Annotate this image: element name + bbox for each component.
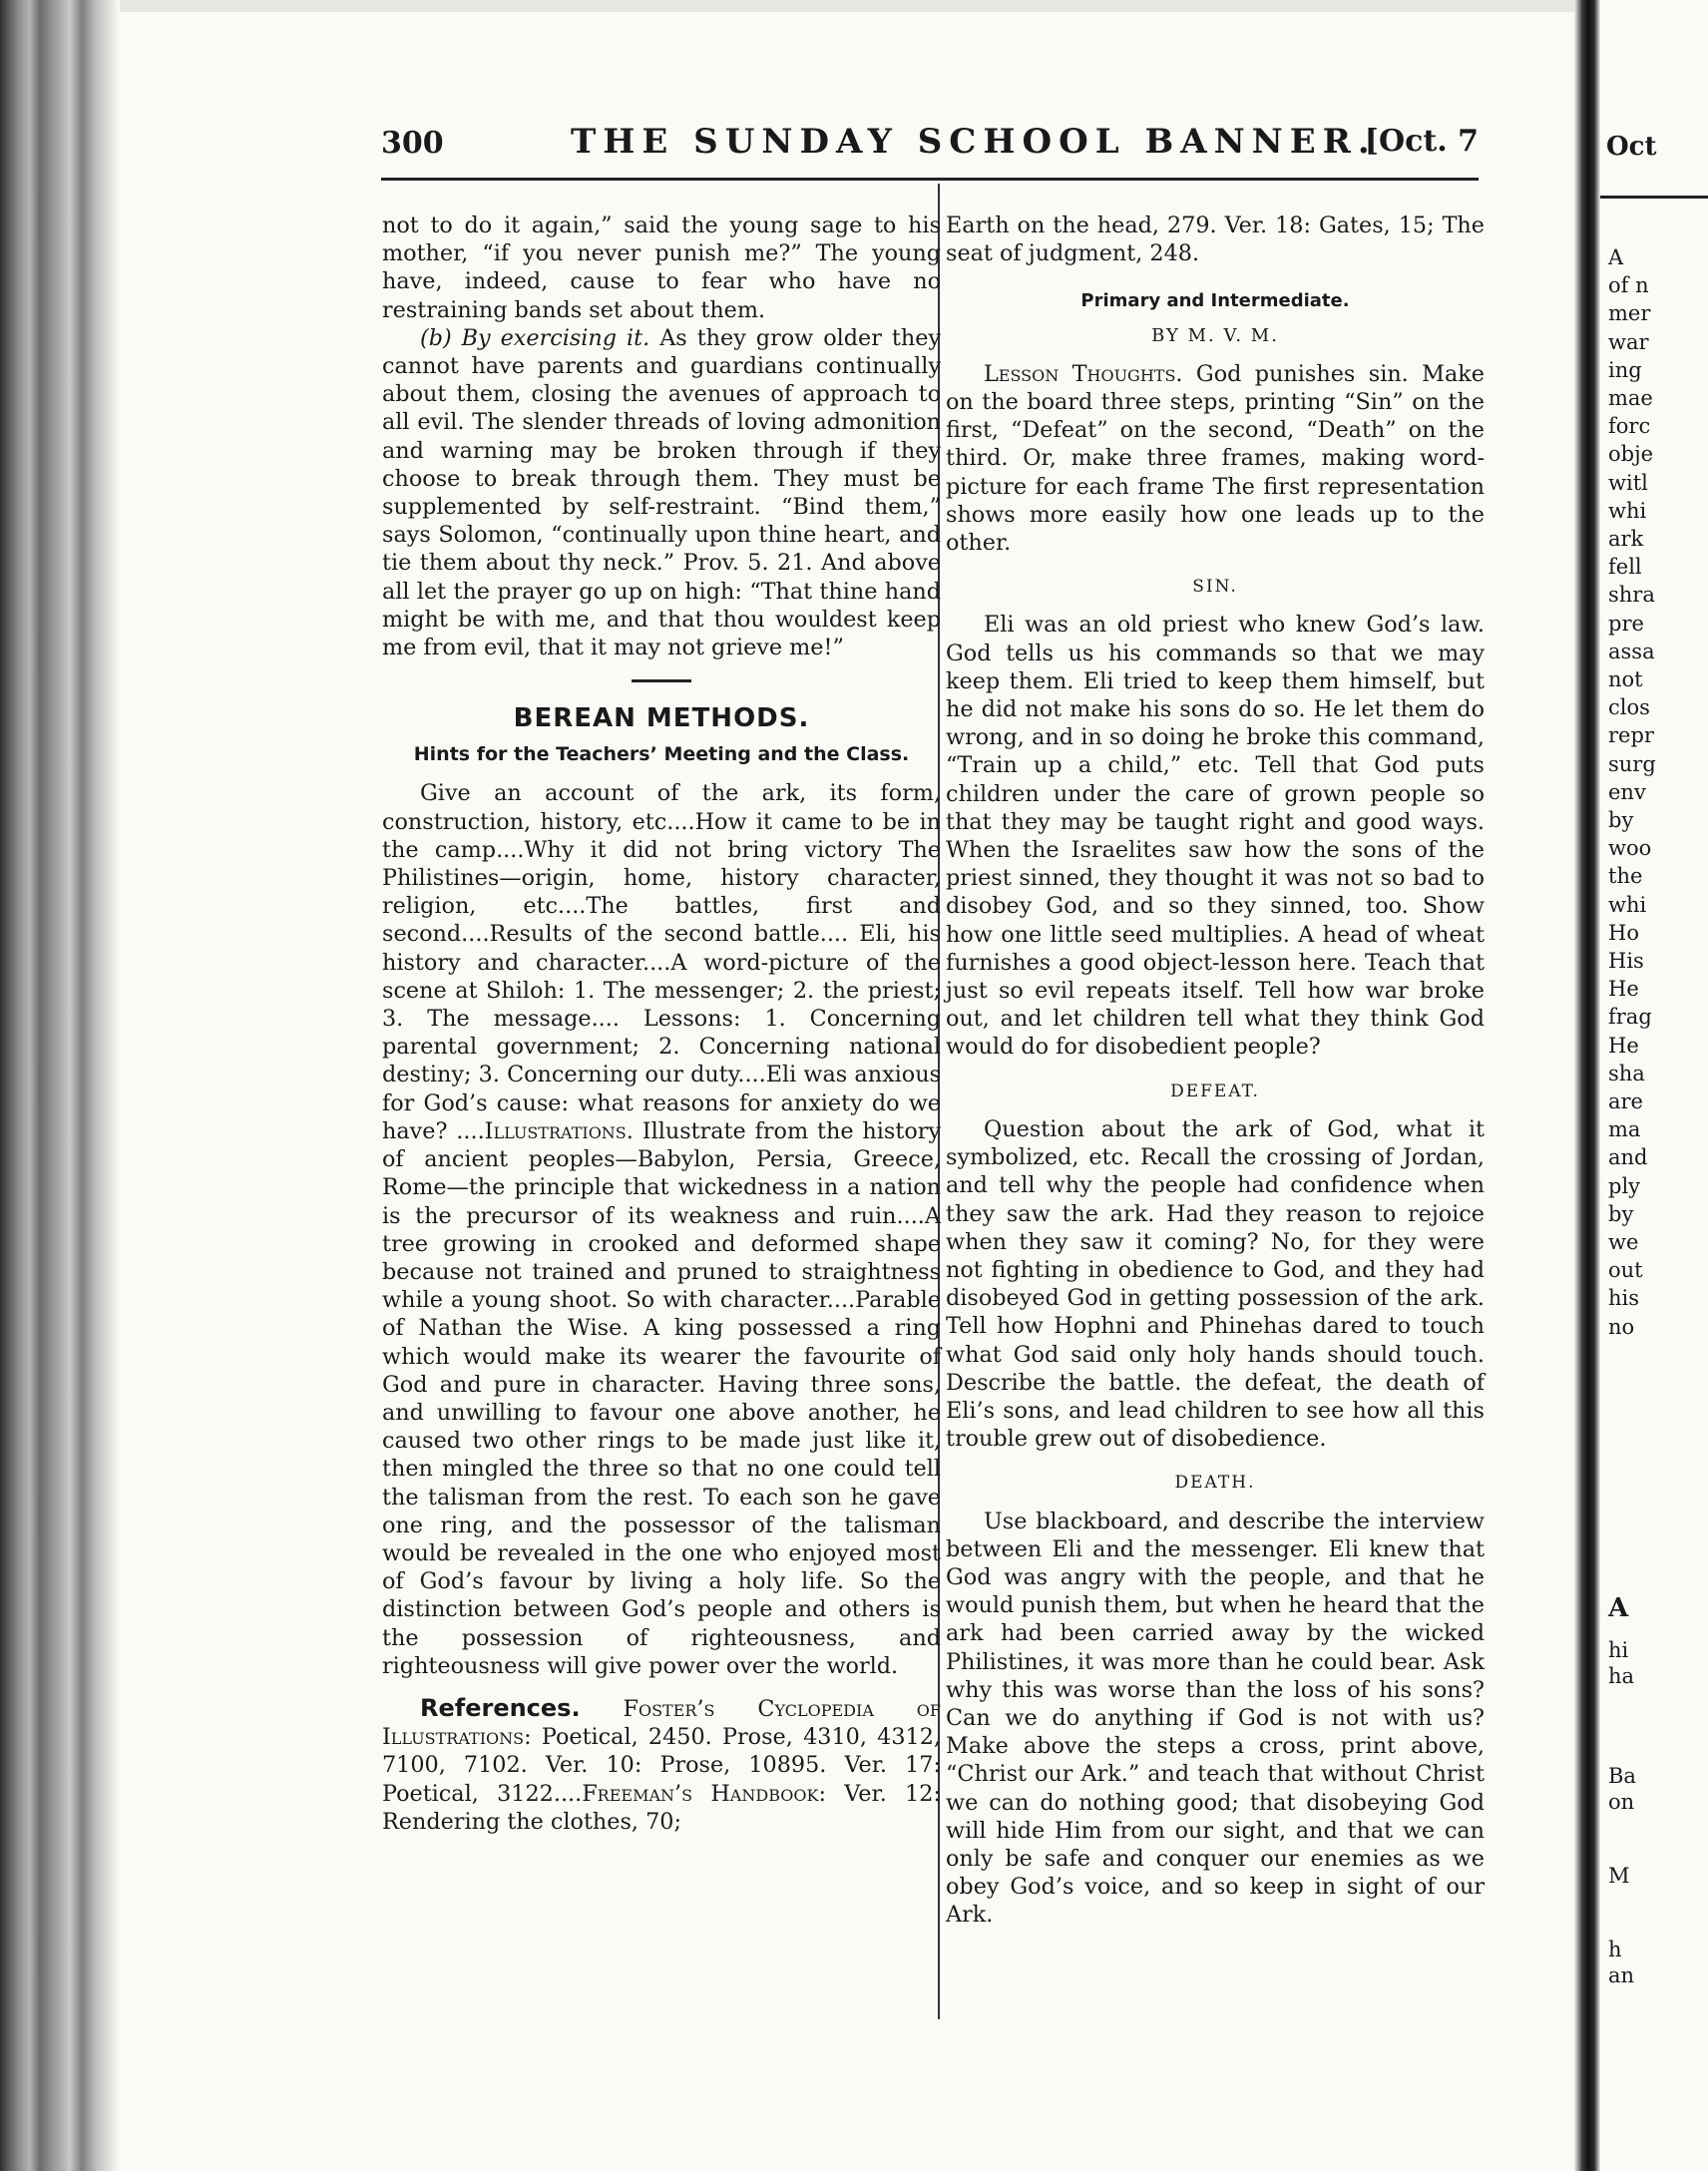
illustrations-label: Illustrations. [484,1117,634,1144]
next-page-line: on [1608,1790,1635,1814]
next-page-line: He [1608,977,1639,1002]
next-page-rule [1600,196,1708,199]
next-page-line: frag [1608,1005,1652,1030]
next-page-line: no [1608,1314,1635,1339]
next-page-line: M [1608,1864,1630,1888]
paragraph: Eli was an old priest who knew God’s law. God tells us his commands so that we may keep them. Eli tried to keep them himself, but he did not make his sons do so. He let them do wrong, and in so doing he broke this command, “Train up a child,” etc. Tell that God puts children under the care of grown people so that they may be taught right and good ways. When the Israelites saw how the sons of the priest sinned, they thought it was not so bad to disobey God, and so they sinned, too. Show how one little seed multiplies. A head of wheat furnishes a good object-lesson here. Teach that just so evil repeats itself. Tell how war broke out, and let children tell what they think God would do for disobedient people? [946,612,1485,1061]
primary-heading: Primary and Intermediate. [1080,290,1350,312]
page-top-edge [0,0,1708,12]
foster-ref: Foster’s Cyclopedia of Illustrations [382,1695,941,1751]
next-page-line: of n [1608,273,1649,298]
next-page-line: witl [1608,470,1648,495]
berean-text: Illustrate from the history of ancient peoples—Babylon, Persia, Greece, Rome—the principle that wickedness in a nation is the precursor of its weakness and ruin....A tree growing in crooked and deformed shape because not trained and pruned to straightness while a young shoot. So with character....Parable of Nathan the Wise. A king possessed a ring which would make its wearer the favourite of God and pure in character. Having three sons, and unwilling to favour one above another, he caused two other rings to be made just like it, then mingled the three so that no one could tell the talisman from the rest. To each son he gave one ring, and the possessor of the talisman would be revealed in the one who enjoyed most of God’s favour by living a holy life. So the distinction between God’s people and others is the possession of righteousness, and righteousness will give power over the world. [382,1117,942,1679]
next-page-line: ha [1608,1664,1635,1688]
next-page-line: repr [1608,723,1654,748]
book-spine [1574,0,1600,2171]
book-gutter [0,0,120,2171]
right-column [946,212,1485,1930]
next-page-line: obje [1608,442,1654,467]
next-page-line: A [1608,1593,1629,1623]
next-page-line: ply [1608,1173,1641,1198]
lesson-label: Lesson Thoughts. [984,360,1183,387]
next-page-line: His [1608,949,1644,973]
paragraph [946,360,1485,557]
next-page-line: ark [1608,527,1644,551]
refs-text: : Ver. 12: Rendering the clothes, 70; [382,1780,941,1835]
sin-heading: SIN. [1192,577,1238,598]
next-page-line: we [1608,1230,1639,1254]
references [382,1694,941,1836]
next-page-line: h [1608,1938,1622,1961]
freeman-ref: Freeman’s Handbook [582,1780,819,1807]
paragraph: Use blackboard, and describe the interview between Eli and the messenger. Eli knew that God was angry with the people, and that he would punish them, but when he heard that the ark had been carried away by the wicked Philistines, it was more than he could bear. Ask why this was worse than the loss of his sons? Can we do anything if God is not with us? Make above the steps a cross, print above, “Christ our Ark.” and teach that without Christ we can do nothing good; that disobeying God will hide Him from our sight, and that we can only be safe and conquer our enemies as we obey God’s voice, and so keep in sight of our Ark. [946,1508,1485,1929]
next-page-line: war [1608,329,1649,354]
paragraph: not to do it again,” said the young sage to his mother, “if you never punish me?” The young have, indeed, cause to fear who have no restraining bands set about them. [382,213,941,323]
next-page-line: assa [1608,639,1655,663]
next-page-line: by [1608,808,1640,832]
next-page-line: clos [1608,695,1650,720]
next-page-line: ing [1608,357,1642,382]
paragraph-text: As they grow older they cannot have parents and guardians continually about them, closing the avenues of approach to all evil. The slender threads of loving admonition and warning may be broken through if they choose to break through them. They must be supplemented by self-restraint. “Bind them,” says Solomon, “continually upon thine heart, and tie them about thy neck.” Prov. 5. 21. And above all let the prayer go up on high: “That thine hand might be with me, and that thou wouldest keep me from evil, that it may not grieve me!” [382,324,941,661]
next-page-line: pre [1608,611,1644,636]
page-header [381,122,1479,170]
next-page-line: are [1608,1089,1643,1113]
refs-text: : Poetical, 2450. Prose, 4310, 4312, 7100, 7102. Ver. 10: Prose, 10895. Ver. 17: Poetical, 3122.... [382,1724,941,1807]
next-page-line: Ho [1608,920,1639,945]
paragraph: Question about the ark of God, what it symbolized, etc. Recall the crossing of Jordan, and tell why the people had confidence when they saw the ark. Had they reason to rejoice when they saw it coming? No, for they were not fighting in obedience to God, and they had disobeyed God in getting possession of the ark. Tell how Hophni and Phinehas dared to touch what God said only holy hands should touch. Describe the battle. the defeat, the death of Eli’s sons, and lead children to see how all this trouble grew out of disobedience. [946,1115,1485,1453]
next-page-line: sha [1608,1061,1645,1086]
header-rule [381,178,1479,181]
next-page-line: by [1608,1201,1634,1226]
next-page-line: the [1608,864,1643,889]
next-page-line: Ba [1608,1764,1636,1788]
paragraph [382,324,941,661]
paragraph-lead: (b) By exercising it. [420,324,650,351]
issue-date: [Oct. 7 [1364,124,1479,159]
berean-heading: BEREAN METHODS. [513,703,810,734]
berean-text: Give an account of the ark, its form, construction, history, etc....How it came to be in the camp....Why it did not bring victory The Philistines—origin, home, history character, religion, etc....The battles, first and second....Results of the second battle.... Eli, his history and character....A word-picture of the scene at Shiloh: 1. The messenger; 2. the priest; 3. The message.... Lessons: 1. Concerning parental government; 2. Concerning national destiny; 3. Concerning our duty....Eli was anxious for God’s cause: what reasons for anxiety do we have? .... [382,780,941,1144]
page-number: 300 [381,126,444,161]
next-page-line: mer [1608,301,1651,326]
next-page-line: his [1608,1286,1640,1311]
lesson-text: God punishes sin. Make on the board three steps, printing “Sin” on the first, “Defeat” on the second, “Death” on the third. Or, make three frames, making word-picture for each frame The first representation shows more easily how one leads up to the other. [946,360,1485,557]
next-page-line: A [1608,245,1624,269]
next-page-line: out [1608,1258,1643,1283]
journal-title: THE SUNDAY SCHOOL BANNER. [571,122,1377,162]
defeat-heading: DEFEAT. [1170,1081,1260,1101]
next-page-line: whi [1608,892,1647,917]
next-page-line: fell [1608,555,1642,580]
next-page-line: ma [1608,1117,1641,1142]
section-rule [632,679,691,682]
next-page-line: forc [1608,414,1651,439]
next-page-line: mae [1608,386,1653,410]
next-page-line: whi [1608,498,1647,523]
next-page-line: surg [1608,751,1656,776]
next-page-fragment [1600,0,1708,2171]
next-page-line: and [1608,1145,1648,1170]
next-page-line: not [1608,667,1643,691]
paragraph [382,779,941,1680]
next-page-line: He [1608,1033,1639,1058]
next-page-line: shra [1608,583,1655,608]
left-column [382,212,941,1836]
paragraph: Earth on the head, 279. Ver. 18: Gates, 15; The seat of judgment, 248. [946,213,1485,267]
next-page-line: hi [1608,1638,1629,1662]
next-page-header: Oct [1606,132,1657,162]
next-page-line: woo [1608,836,1652,861]
next-page-line: env [1608,779,1646,804]
hints-heading: Hints for the Teachers’ Meeting and the Class. [413,743,910,766]
byline: BY M. V. M. [1151,324,1279,346]
death-heading: DEATH. [1174,1473,1256,1494]
next-page-line: an [1608,1963,1635,1987]
references-heading: References. [420,1693,581,1722]
